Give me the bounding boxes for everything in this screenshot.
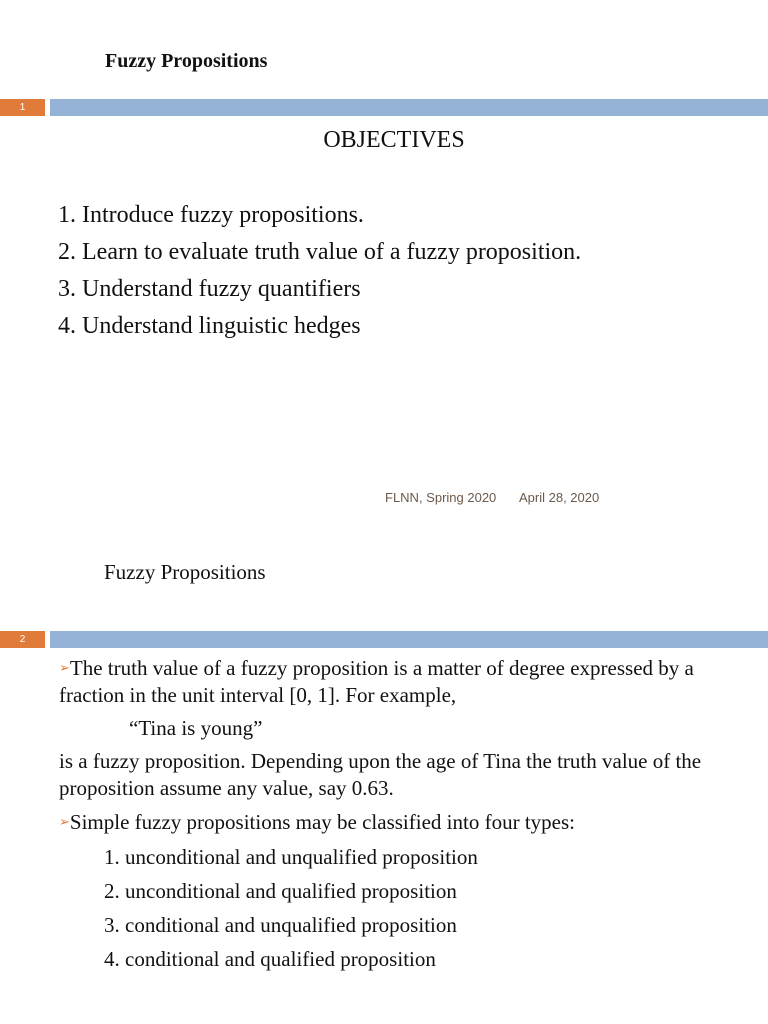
slide1-header-title: Fuzzy Propositions — [105, 50, 268, 72]
slide2-body — [59, 654, 759, 976]
proposition-type-item: 3. conditional and unqualified proposition — [104, 913, 457, 937]
bullet-arrow-icon: ➢ — [59, 814, 70, 829]
paragraph-truth-value — [59, 654, 759, 709]
example-quote: “Tina is young” — [129, 716, 263, 740]
objectives-heading: OBJECTIVES — [323, 127, 465, 153]
slide1-header-bar — [50, 99, 768, 116]
paragraph-text: The truth value of a fuzzy proposition is a matter of degree expressed by a fraction in the unit interval [0, 1]. For example, — [59, 656, 694, 707]
slide2-number-badge: 2 — [0, 631, 45, 648]
proposition-type-item: 2. unconditional and qualified proposition — [104, 879, 457, 903]
slide2-header-bar — [50, 631, 768, 648]
paragraph-classification — [59, 808, 759, 836]
paragraph-example: is a fuzzy proposition. Depending upon the age of Tina the truth value of the proposition assume any value, say 0.63. — [59, 749, 702, 800]
proposition-type-item: 1. unconditional and unqualified proposition — [104, 845, 478, 869]
objectives-list — [58, 197, 581, 345]
footer-date: April 28, 2020 — [519, 490, 600, 505]
objective-item: 4. Understand linguistic hedges — [58, 313, 361, 339]
proposition-type-item: 4. conditional and qualified proposition — [104, 947, 436, 971]
slide1-number-badge: 1 — [0, 99, 45, 116]
paragraph-text: Simple fuzzy propositions may be classified into four types: — [69, 810, 575, 834]
objective-item: 1. Introduce fuzzy propositions. — [58, 202, 364, 228]
objective-item: 2. Learn to evaluate truth value of a fuzzy proposition. — [58, 239, 582, 265]
bullet-arrow-icon: ➢ — [59, 660, 70, 675]
objective-item: 3. Understand fuzzy quantifiers — [58, 276, 361, 302]
proposition-types-list — [59, 840, 759, 976]
footer-course: FLNN, Spring 2020 — [385, 490, 497, 505]
slide2-header-title: Fuzzy Propositions — [104, 560, 266, 584]
